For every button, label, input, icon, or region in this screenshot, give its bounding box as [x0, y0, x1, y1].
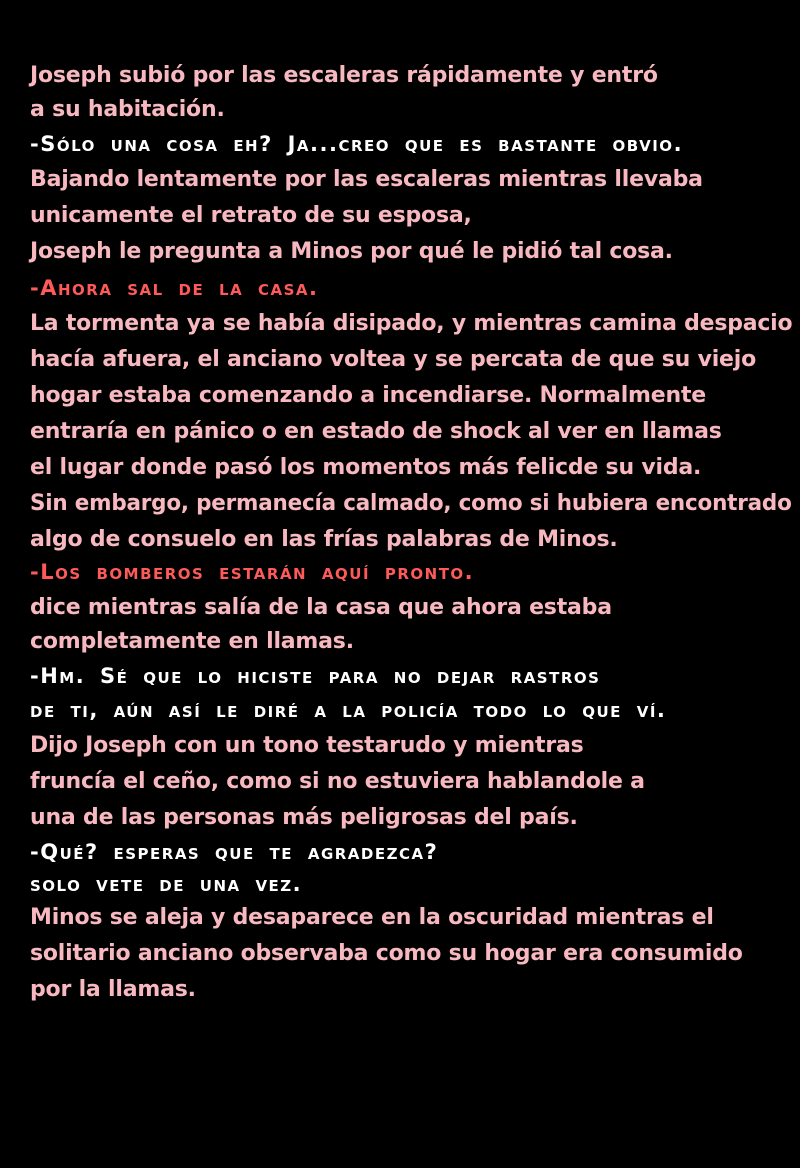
narration-line: por la llamas.: [30, 977, 196, 1002]
narration-line: Bajando lentamente por las escaleras mientras llevaba: [30, 167, 703, 192]
narration-line: solitario anciano observaba como su hogar era consumido: [30, 941, 743, 966]
narration-line: completamente en llamas.: [30, 629, 354, 654]
dialogue-line-joseph: de ti, aún así le diré a la policía todo lo que ví.: [30, 698, 667, 722]
narration-line: dice mientras salía de la casa que ahora estaba: [30, 595, 612, 620]
narration-line: La tormenta ya se había disipado, y mientras camina despacio: [30, 311, 793, 336]
narration-line: Joseph le pregunta a Minos por qué le pidió tal cosa.: [30, 239, 673, 264]
narration-line: algo de consuelo en las frías palabras de Minos.: [30, 527, 618, 552]
narration-line: entraría en pánico o en estado de shock al ver en llamas: [30, 419, 722, 444]
dialogue-line-joseph: -Hm. Sé que lo hiciste para no dejar rastros: [30, 664, 601, 688]
narration-line: Minos se aleja y desaparece en la oscuridad mientras el: [30, 905, 714, 930]
narration-line: Sin embargo, permanecía calmado, como si hubiera encontrado: [30, 491, 792, 516]
dialogue-line-joseph: -Sólo una cosa eh? Ja...creo que es bastante obvio.: [30, 132, 684, 156]
narration-line: fruncía el ceño, como si no estuviera hablandole a: [30, 769, 645, 794]
narration-line: hogar estaba comenzando a incendiarse. Normalmente: [30, 383, 706, 408]
narration-line: Dijo Joseph con un tono testarudo y mientras: [30, 733, 584, 758]
dialogue-line-minos: -Los bomberos estarán aquí pronto.: [30, 560, 475, 584]
narration-line: Joseph subió por las escaleras rápidamente y entró: [30, 63, 658, 88]
narration-line: una de las personas más peligrosas del país.: [30, 805, 578, 830]
dialogue-line-minos: -Qué? esperas que te agradezca?: [30, 840, 439, 864]
narration-line: hacía afuera, el anciano voltea y se percata de que su viejo: [30, 347, 757, 372]
narration-line: el lugar donde pasó los momentos más felicde su vida.: [30, 455, 702, 480]
narration-line: unicamente el retrato de su esposa,: [30, 203, 472, 228]
narration-line: a su habitación.: [30, 97, 225, 122]
dialogue-line-minos: solo vete de una vez.: [30, 872, 303, 896]
dialogue-line-minos: -Ahora sal de la casa.: [30, 276, 319, 300]
